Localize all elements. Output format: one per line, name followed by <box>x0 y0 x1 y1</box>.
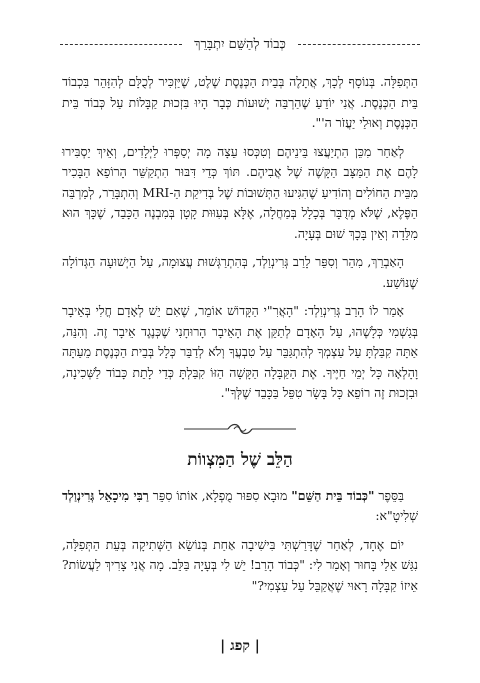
paragraph-2: לְאַחַר מִכֵּן הִתְיַעֲצוּ בֵּינֵיהֶם וְטִכְּסוּ עֵצָה מָה יְסַפְּרוּ לַיְּלָדִים, וְאֵיךְ יַסְבִּירוּ לָהֶם אֶת הַמַּצָּב הַקָּשֶׁה שֶׁל אֲבִיהֶם. תּוֹךְ כְּדֵי דִּבּוּר הִתְקַשֵּׁר הָרוֹפֵא הַבָּכִיר מִבֵּית הַחוֹלִים וְהוֹדִיעַ שֶׁהִגִּיעוּ הַתְּשׁוּבוֹת שֶׁל בְּדִיקַת הַ-MRI וְהִתְבָּרֵר, לְמַרְבֵּה הַפֶּלֶא, שֶׁלֹּא מְדֻבָּר בְּכָלָל בְּמַחֲלָה, אֶלָּא בְּעִוּוּת קָטָן בְּמִבְנֶה הַכָּבֵד, שֶׁכָּךְ הוּא מִלֵּדָה וְאֵין בָּכָךְ שׁוּם בְּעָיָה. <box>62 143 418 241</box>
header-title: כְּבוֹד לְהַשֵּׁם יִתְבָּרֵךְ <box>194 37 286 52</box>
running-header <box>60 36 420 52</box>
intro-prefix: בַּסֵּפֶר <box>374 487 405 503</box>
paragraph-4: אָמַר לוֹ הָרַב גְּרִינְוַלְד: "הָאֲרִ"י הַקָּדוֹשׁ אוֹמֵר, שֶׁאִם יֵשׁ לְאָדָם חֳלִי בְּאֵיבָר בְּגַשְׁמִי כְּלָשֶׁהוּ, עַל הָאָדָם לְתַקֵּן אֶת הָאֵיבָר הָרוּחָנִי שֶׁכְּנֶגֶד אֵיבָר זֶה. וְהִנֵּה, אַתָּה קִבַּלְתָּ עַל עַצְמְךָ לְהִתְגַּבֵּר עַל טִבְעֲךָ וְלֹא לְדַבֵּר כְּלָל בְּבֵית הַכְּנֶסֶת מֵעַתָּה וָהָלְאָה כָּל יְמֵי חַיֶּיךָ. אֶת הַקַּבָּלָה הַקָּשָׁה הַזּוֹ קִבַּלְתָּ כְּדֵי לָתֵת כָּבוֹד לַשְּׁכִינָה, וּבִזְכוּת זֶה רוֹפֵא כָּל בָּשָׂר טִפֵּל בַּכָּבֵד שֶׁלְּךָ". <box>62 303 418 400</box>
header-rule-left <box>60 44 182 45</box>
intro-mid: מוּבָא סִפּוּר מֻפְלָא, אוֹתוֹ סִפֵּר <box>148 487 292 503</box>
paragraph-5: יוֹם אֶחָד, לְאַחַר שֶׁדָּרַשְׁתִּי בִּישִׁיבָה אַחַת בְּנוֹשֵׂא הַשְּׁתִיקָה בְּעֵת הַתְּפִלָּה, נִגַּשׁ אֵלַי בָּחוּר וְאָמַר לִי: "כְּבוֹד הָרַב! יֵשׁ לִי בְּעָיָה בַּלֵּב. מָה אֲנִי צָרִיךְ לַעֲשׂוֹת? אֵיזוֹ קַבָּלָה רָאוּי שֶׁאֲקַבֵּל עַל עַצְמִי?" <box>62 536 418 593</box>
paragraph-3: הָאַבְרֵךְ, מִהֵר וְסִפֵּר לָרַב גְּרִינְוַלְד, בְּהִתְרַגְּשׁוּת עֲצוּמָה, עַל הַיְשׁוּעָה הַגְּדוֹלָה שֶׁנּוֹשַׁע. <box>62 254 418 290</box>
section-intro <box>62 486 418 527</box>
intro-book-title: "כְּבוֹד בֵּית הַשֵּׁם" <box>291 487 375 503</box>
section-title: הַלֵּב שֶׁל הַמִּצְווֹת <box>187 449 293 470</box>
section-divider-ornament <box>62 422 418 436</box>
flourish-icon <box>180 422 300 436</box>
header-rule-right <box>298 44 420 45</box>
intro-rabbi-name: רַבִּי מִיכָאֵל גְּרִינְוַלְד <box>62 487 149 503</box>
paragraph-1: הַתְּפִלָּה. בְּנוֹסָף לְכָךְ, אֲתָלֶה בְּבֵית הַכְּנֶסֶת שֶׁלֶט, שֶׁיַּזְכִּיר לְכֻלָּם לְהִזָּהֵר בִּכְבוֹד בֵּית הַכְּנֶסֶת. אֲנִי יוֹדֵעַ שֶׁהַרְבֵּה יְשׁוּעוֹת כְּבָר הָיוּ בִּזְכוּת קַבָּלוֹת עַל כְּבוֹד בֵּית הַכְּנֶסֶת וְאוּלַי יַעֲזֹר ה'". <box>62 74 418 130</box>
page-body <box>62 72 418 604</box>
page-number: | קפג | <box>220 638 260 654</box>
intro-suffix: שְׁלִיטָ"א: <box>375 508 418 523</box>
